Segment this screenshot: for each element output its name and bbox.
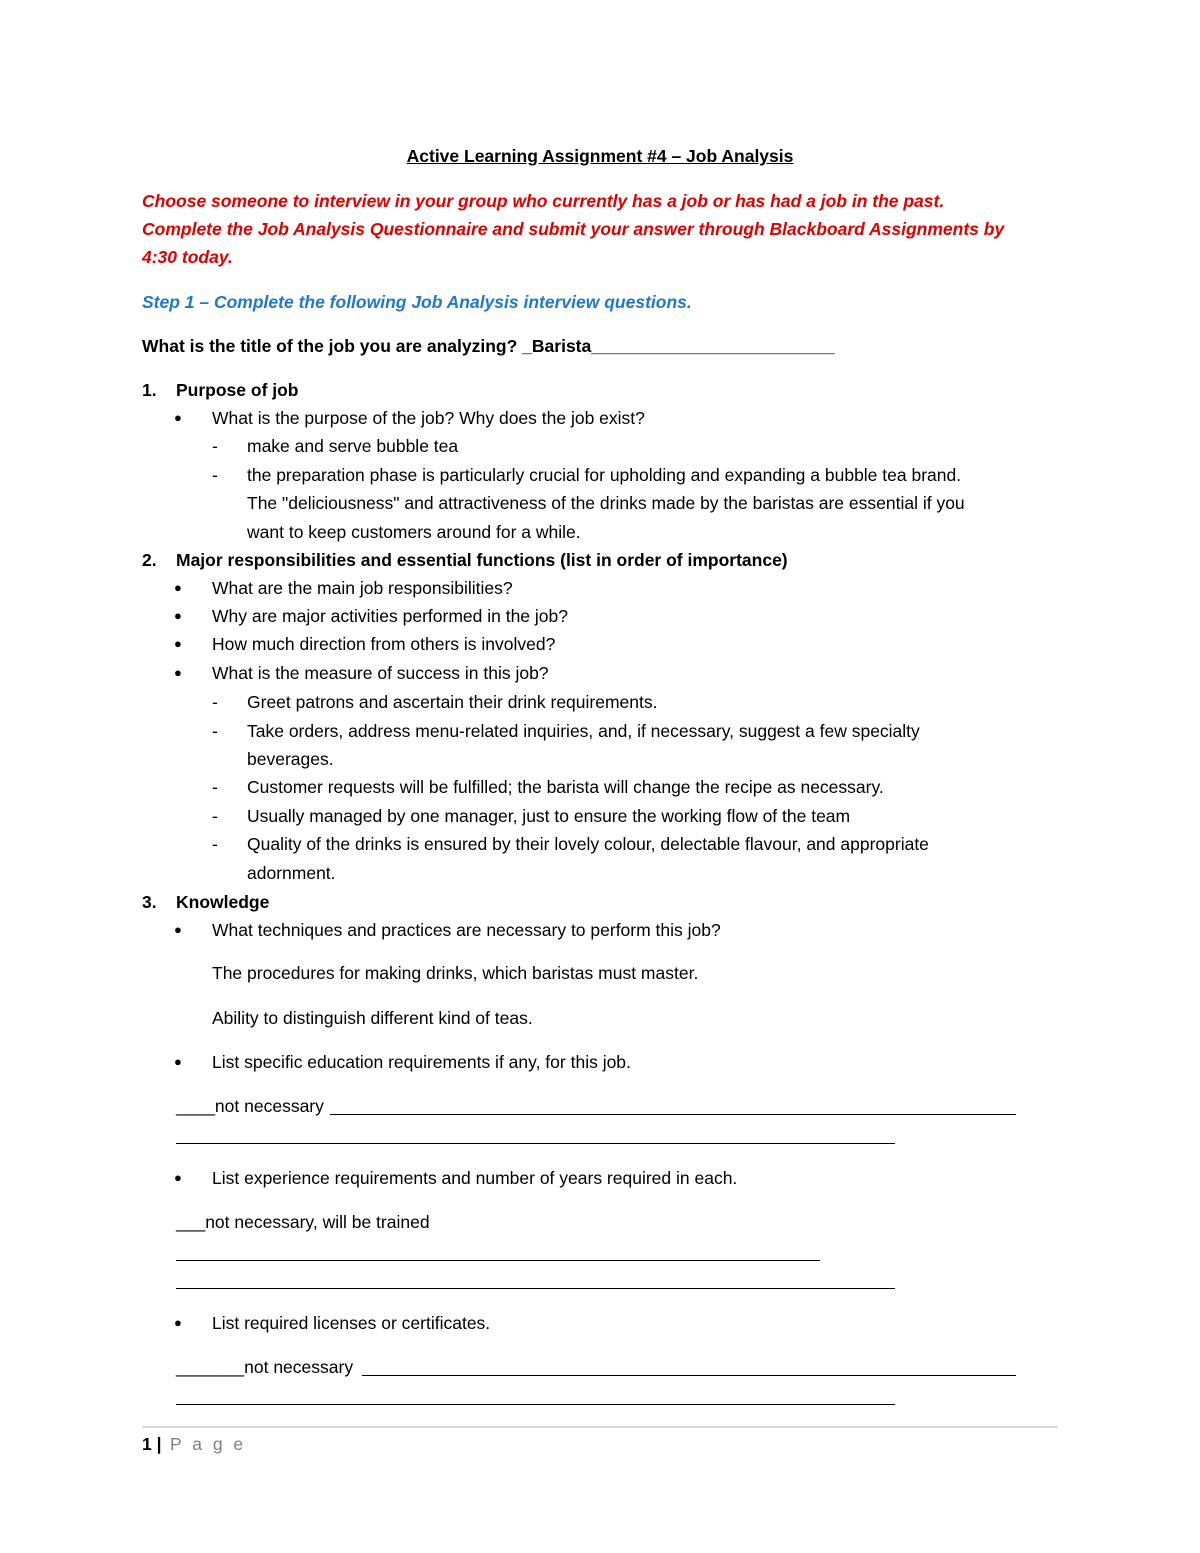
dash-icon: - (212, 465, 218, 485)
section-number: 3. (142, 892, 157, 912)
bullet-icon: ● (174, 665, 182, 680)
page-label: P a g e (170, 1434, 247, 1454)
license-answer: _______not necessary (176, 1357, 354, 1377)
bullet-icon: ● (174, 580, 182, 595)
answer-underline (362, 1375, 1016, 1376)
answer-line: adornment. (247, 863, 336, 883)
job-title-question: What is the title of the job you are analyzing? _Barista_________________________ (142, 336, 835, 356)
answer-line: want to keep customers around for a while. (247, 522, 581, 542)
dash-icon: - (212, 721, 218, 741)
answer-line: The procedures for making drinks, which baristas must master. (212, 963, 699, 983)
answer-line: beverages. (247, 749, 334, 769)
page-title: Active Learning Assignment #4 – Job Analysis (406, 146, 794, 166)
bullet-icon: ● (174, 636, 182, 651)
page-number: 1 | (142, 1434, 162, 1454)
bullet-question: List experience requirements and number of years required in each. (212, 1168, 738, 1188)
dash-icon: - (212, 692, 218, 712)
section-heading: Major responsibilities and essential functions (list in order of importance) (176, 550, 788, 570)
experience-answer: ___not necessary, will be trained (176, 1212, 430, 1232)
answer-underline (176, 1288, 895, 1289)
answer-underline (330, 1114, 1016, 1115)
answer-underline (176, 1404, 895, 1405)
answer-line: Take orders, address menu-related inquiries, and, if necessary, suggest a few specialty (247, 721, 920, 741)
answer-line: Greet patrons and ascertain their drink requirements. (247, 692, 658, 712)
bullet-icon: ● (174, 1170, 182, 1185)
answer-underline (176, 1260, 820, 1261)
instruction-line: Complete the Job Analysis Questionnaire and submit your answer through Blackboard Assignments by (142, 219, 1005, 239)
dash-icon: - (212, 834, 218, 854)
answer-line: Quality of the drinks is ensured by their lovely colour, delectable flavour, and appropriate (247, 834, 929, 854)
answer-line: make and serve bubble tea (247, 436, 459, 456)
dash-icon: - (212, 777, 218, 797)
bullet-question: List required licenses or certificates. (212, 1313, 491, 1333)
bullet-icon: ● (174, 608, 182, 623)
answer-line: the preparation phase is particularly crucial for upholding and expanding a bubble tea brand. (247, 465, 962, 485)
bullet-icon: ● (174, 922, 182, 937)
bullet-question: What is the measure of success in this job? (212, 663, 549, 683)
answer-underline (176, 1143, 895, 1144)
instruction-line: 4:30 today. (142, 247, 233, 267)
education-answer: ____not necessary (176, 1096, 324, 1116)
bullet-icon: ● (174, 410, 182, 425)
section-heading: Purpose of job (176, 380, 299, 400)
bullet-icon: ● (174, 1315, 182, 1330)
section-number: 2. (142, 550, 157, 570)
section-number: 1. (142, 380, 157, 400)
dash-icon: - (212, 436, 218, 456)
bullet-question: What techniques and practices are necessary to perform this job? (212, 920, 721, 940)
bullet-question: Why are major activities performed in the job? (212, 606, 568, 626)
instruction-line: Choose someone to interview in your group who currently has a job or has had a job in the past. (142, 191, 945, 211)
bullet-question: How much direction from others is involved? (212, 634, 556, 654)
footer-divider (142, 1426, 1058, 1428)
answer-line: The "deliciousness" and attractiveness of the drinks made by the baristas are essential if you (247, 493, 965, 513)
section-heading: Knowledge (176, 892, 270, 912)
answer-line: Customer requests will be fulfilled; the barista will change the recipe as necessary. (247, 777, 884, 797)
answer-line: Usually managed by one manager, just to ensure the working flow of the team (247, 806, 851, 826)
step-heading: Step 1 – Complete the following Job Analysis interview questions. (142, 292, 692, 312)
bullet-icon: ● (174, 1054, 182, 1069)
dash-icon: - (212, 806, 218, 826)
bullet-question: What is the purpose of the job? Why does the job exist? (212, 408, 645, 428)
bullet-question: List specific education requirements if any, for this job. (212, 1052, 631, 1072)
answer-line: Ability to distinguish different kind of teas. (212, 1008, 533, 1028)
bullet-question: What are the main job responsibilities? (212, 578, 513, 598)
